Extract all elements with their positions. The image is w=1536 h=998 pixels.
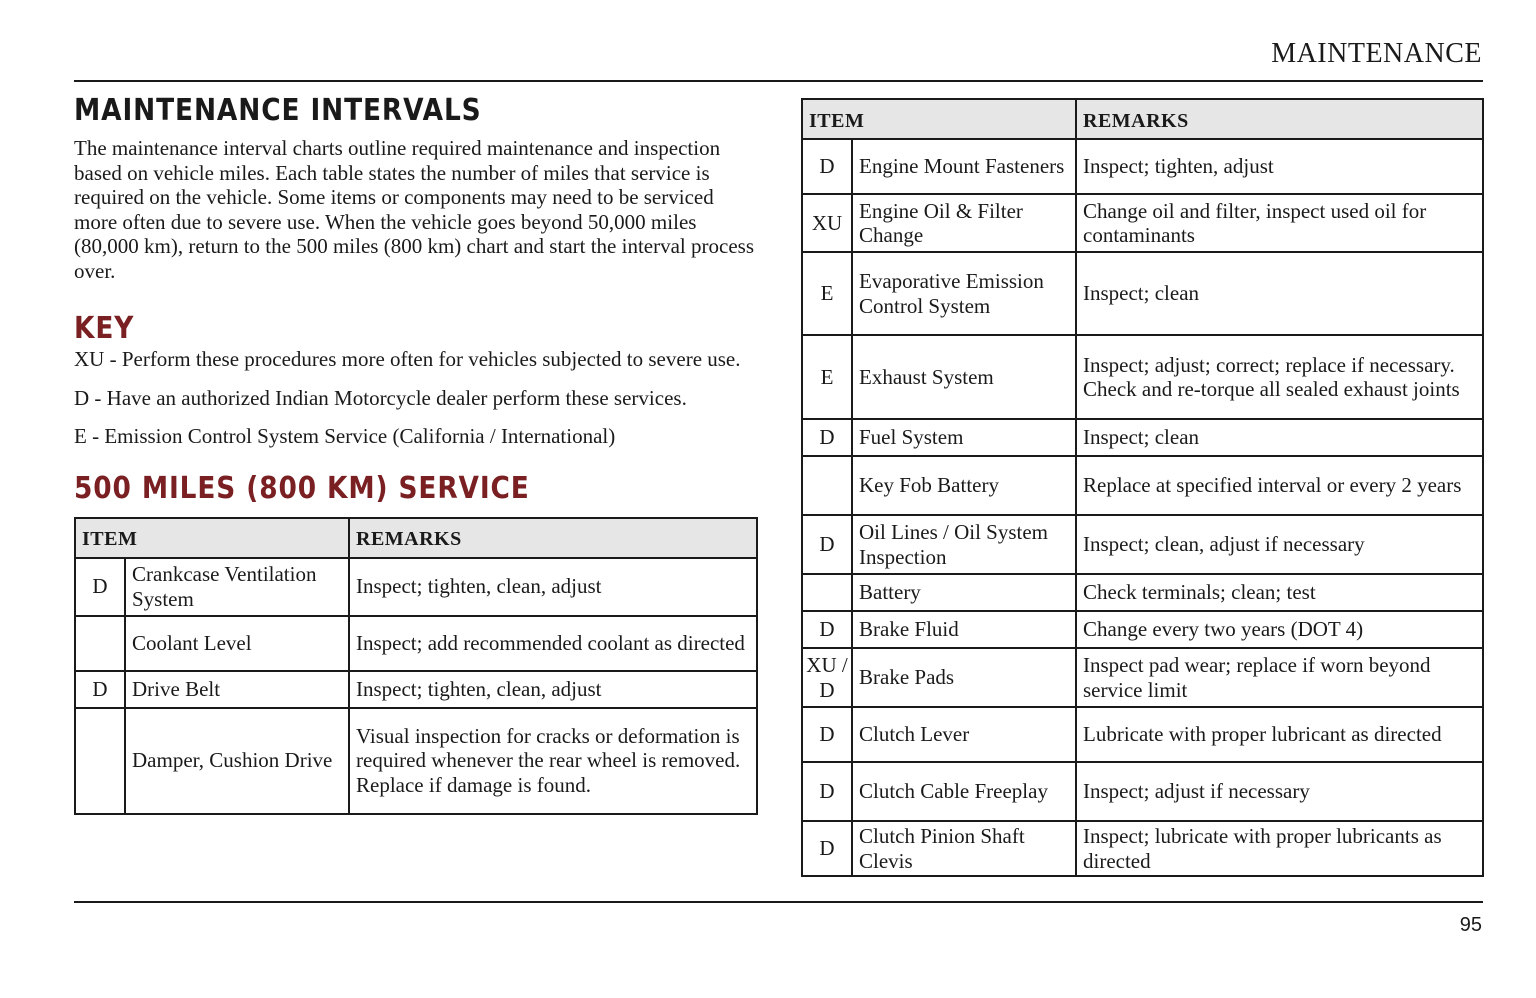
row-item: Battery [852,574,1076,611]
col-header-item: ITEM [75,518,349,558]
table-header-row [802,99,1483,139]
row-item: Clutch Cable Freeplay [852,762,1076,821]
table-row [75,708,757,814]
row-code: D [802,707,852,762]
row-remarks: Inspect; add recommended coolant as directed [349,616,757,671]
col-header-remarks: REMARKS [1076,99,1483,139]
row-code [75,708,125,814]
row-code: D [75,671,125,708]
row-remarks: Inspect; clean, adjust if necessary [1076,515,1483,574]
row-item: Fuel System [852,419,1076,456]
service-table [74,517,758,815]
row-code: D [75,558,125,616]
row-remarks: Change every two years (DOT 4) [1076,611,1483,648]
table-row [802,335,1483,419]
table-row [802,648,1483,707]
row-remarks: Visual inspection for cracks or deformation is required whenever the rear wheel is removed. Replace if damage is found. [349,708,757,814]
row-remarks: Inspect; clean [1076,252,1483,335]
row-item: Evaporative Emission Control System [852,252,1076,335]
row-remarks: Inspect; lubricate with proper lubricants as directed [1076,821,1483,876]
key-d: D - Have an authorized Indian Motorcycle dealer perform these services. [74,385,687,410]
table-row [75,558,757,616]
key-heading: KEY [74,311,135,346]
row-code: XU [802,194,852,252]
col-header-item: ITEM [802,99,1076,139]
row-remarks: Inspect; tighten, clean, adjust [349,671,757,708]
table-row [802,515,1483,574]
table-row [802,139,1483,194]
row-code: D [802,821,852,876]
row-item: Coolant Level [125,616,349,671]
row-code: XU / D [802,648,852,707]
row-remarks: Inspect; adjust; correct; replace if necessary. Check and re-torque all sealed exhaust joints [1076,335,1483,419]
table-row [802,456,1483,515]
row-code: E [802,252,852,335]
row-item: Drive Belt [125,671,349,708]
table-row [802,574,1483,611]
service-table-continued [801,98,1484,877]
table-row [802,252,1483,335]
intro-paragraph: The maintenance interval charts outline required maintenance and inspection based on vehicle miles. Each table states the number of miles that service is required on the vehicle. Some items or components may need to be serviced more often due to severe use. When the vehicle goes beyond 50,000 miles (80,000 km), return to the 500 miles (800 km) chart and start the interval process over. [74,136,754,283]
row-item: Exhaust System [852,335,1076,419]
row-remarks: Lubricate with proper lubricant as directed [1076,707,1483,762]
row-code: D [802,611,852,648]
table-row [802,707,1483,762]
table-row [802,611,1483,648]
row-item: Crankcase Ventilation System [125,558,349,616]
row-item: Clutch Pinion Shaft Clevis [852,821,1076,876]
row-item: Brake Pads [852,648,1076,707]
row-remarks: Inspect pad wear; replace if worn beyond service limit [1076,648,1483,707]
row-code [802,574,852,611]
table-row [802,419,1483,456]
row-remarks: Check terminals; clean; test [1076,574,1483,611]
table-row [75,616,757,671]
section-header: MAINTENANCE [1271,38,1482,69]
footer-rule [74,901,1483,903]
row-item: Damper, Cushion Drive [125,708,349,814]
row-code [75,616,125,671]
row-item: Key Fob Battery [852,456,1076,515]
row-code: D [802,139,852,194]
row-remarks: Inspect; adjust if necessary [1076,762,1483,821]
row-remarks: Replace at specified interval or every 2 years [1076,456,1483,515]
row-remarks: Inspect; tighten, adjust [1076,139,1483,194]
row-code: D [802,419,852,456]
table-row [802,194,1483,252]
row-item: Engine Oil & Filter Change [852,194,1076,252]
table-row [75,671,757,708]
row-code: D [802,762,852,821]
left-column [74,92,758,815]
row-item: Oil Lines / Oil System Inspection [852,515,1076,574]
row-item: Clutch Lever [852,707,1076,762]
service-heading: 500 MILES (800 KM) SERVICE [74,470,530,506]
row-remarks: Change oil and filter, inspect used oil for contaminants [1076,194,1483,252]
table-header-row [75,518,757,558]
header-rule [74,80,1483,82]
key-e: E - Emission Control System Service (California / International) [74,424,616,448]
table-row [802,762,1483,821]
row-item: Engine Mount Fasteners [852,139,1076,194]
row-remarks: Inspect; clean [1076,419,1483,456]
row-code: D [802,515,852,574]
page-number: 95 [1459,914,1482,936]
row-code: E [802,335,852,419]
row-item: Brake Fluid [852,611,1076,648]
row-remarks: Inspect; tighten, clean, adjust [349,558,757,616]
table-row [802,821,1483,876]
page-title: MAINTENANCE INTERVALS [74,93,482,128]
key-xu: XU - Perform these procedures more often for vehicles subjected to severe use. [74,347,741,371]
col-header-remarks: REMARKS [349,518,757,558]
row-code [802,456,852,515]
